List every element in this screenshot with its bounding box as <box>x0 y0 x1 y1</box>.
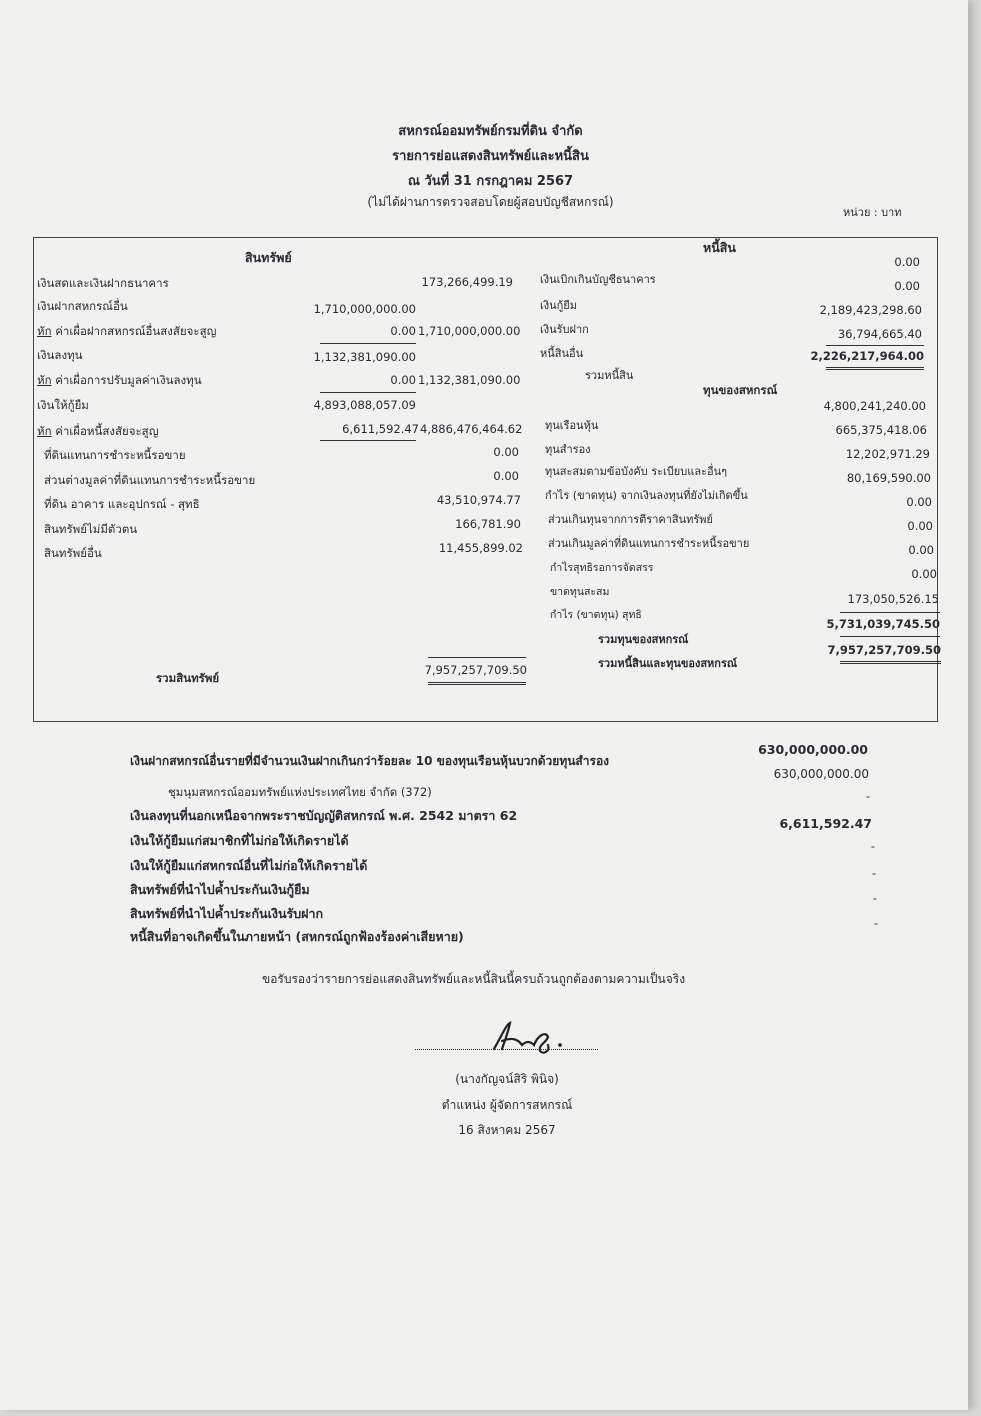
org-name: สหกรณ์ออมทรัพย์กรมที่ดิน จำกัด <box>398 124 583 139</box>
less-word: หัก <box>37 324 52 338</box>
overdraft-value: 0.00 <box>894 255 920 269</box>
land-debt-value: 0.00 <box>493 445 519 459</box>
loan-label: เงินให้กู้ยืม <box>37 398 89 412</box>
note-collateral-deposit-value: - <box>872 891 877 905</box>
net-profit-value: 173,050,526.15 <box>847 592 939 606</box>
accum-loss-label: ขาดทุนสะสม <box>550 586 610 598</box>
total-liabilities-value: 2,226,217,964.00 <box>810 349 924 363</box>
coop-deposit-label: เงินฝากสหกรณ์อื่น <box>37 299 128 313</box>
total-equity-label: รวมทุนของสหกรณ์ <box>598 633 689 646</box>
land-diff-label: ส่วนต่างมูลค่าที่ดินแทนการชำระหนี้รอขาย <box>44 473 256 487</box>
liabilities-heading: หนี้สิน <box>703 240 736 255</box>
subtotal-rule <box>840 636 940 637</box>
deposit-label: เงินรับฝาก <box>540 323 589 336</box>
unallocated-profit-value: 0.00 <box>908 543 934 557</box>
ppe-value: 43,510,974.77 <box>436 493 521 507</box>
note-coop-npl-value: - <box>870 839 875 853</box>
coop-deposit-net: 1,710,000,000.00 <box>418 324 521 338</box>
overdraft-label: เงินเบิกเกินบัญชีธนาคาร <box>540 273 656 286</box>
note-large-deposit-label: เงินฝากสหกรณ์อื่นรายที่มีจำนวนเงินฝากเกินกว่าร้อยละ 10 ของทุนเรือนหุ้นบวกด้วยทุนสำรอง <box>130 754 610 768</box>
intangible-value: 166,781.90 <box>455 517 521 531</box>
coop-deposit-allowance-row <box>37 323 216 341</box>
subtotal-rule <box>840 612 940 613</box>
share-capital-label: ทุนเรือนหุ้น <box>545 419 599 432</box>
other-liabilities-value: 36,794,665.40 <box>837 327 922 341</box>
intangible-label: สินทรัพย์ไม่มีตัวตน <box>44 522 138 536</box>
subtotal-rule <box>826 345 924 346</box>
net-profit-label: กำไร (ขาดทุน) สุทธิ <box>550 609 642 621</box>
share-capital-value: 4,800,241,240.00 <box>823 399 926 413</box>
other-liabilities-label: หนี้สินอื่น <box>540 347 584 360</box>
subtotal-rule <box>320 392 416 393</box>
loan-allowance-row <box>37 423 159 441</box>
audit-note: (ไม่ได้ผ่านการตรวจสอบโดยผู้สอบบัญชีสหกรณ์) <box>367 195 614 209</box>
subtotal-rule <box>320 343 416 344</box>
grand-total-value: 7,957,257,709.50 <box>827 643 941 657</box>
report-date: ณ วันที่ 31 กรกฎาคม 2567 <box>407 174 574 189</box>
signature-date: 16 สิงหาคม 2567 <box>458 1123 556 1137</box>
note-member-npl-value: 6,611,592.47 <box>779 816 872 831</box>
accum-fund-label: ทุนสะสมตามข้อบังคับ ระเบียบและอื่นๆ <box>545 465 728 478</box>
other-assets-value: 11,455,899.02 <box>438 541 523 555</box>
loan-gross: 4,893,088,057.09 <box>313 398 416 412</box>
coop-deposit-allowance: 0.00 <box>390 324 416 338</box>
unit-label: หน่วย : บาท <box>843 206 902 219</box>
land-debt-label: ที่ดินแทนการชำระหนี้รอขาย <box>44 448 186 462</box>
investment-net: 1,132,381,090.00 <box>418 373 521 387</box>
signature-line <box>415 1049 598 1050</box>
reserve-label: ทุนสำรอง <box>545 443 591 456</box>
loan-allowance-label: ค่าเผื่อหนี้สงสัยจะสูญ <box>55 424 159 438</box>
accum-loss-value: 0.00 <box>911 567 937 581</box>
note-federation-label: ชุมนุมสหกรณ์ออมทรัพย์แห่งประเทศไทย จำกัด (372) <box>168 785 432 799</box>
coop-deposit-allowance-label: ค่าเผื่อฝากสหกรณ์อื่นสงสัยจะสูญ <box>55 324 217 338</box>
other-assets-label: สินทรัพย์อื่น <box>44 546 102 560</box>
investment-allowance-row <box>37 372 202 390</box>
appraisal-surplus-label: ส่วนเกินทุนจากการตีราคาสินทรัพย์ <box>548 513 713 526</box>
total-double-rule <box>840 661 941 664</box>
signatory-name: (นางกัญจน์สิริ พินิจ) <box>455 1072 559 1086</box>
note-federation-value: 630,000,000.00 <box>773 767 869 781</box>
loan-allowance: 6,611,592.47 <box>342 422 419 436</box>
reserve-value: 665,375,418.06 <box>835 423 927 437</box>
land-diff-value: 0.00 <box>493 469 519 483</box>
unallocated-profit-label: กำไรสุทธิรอการจัดสรร <box>550 562 654 574</box>
accum-fund-value: 12,202,971.29 <box>845 447 930 461</box>
less-word: หัก <box>37 373 52 387</box>
total-rule <box>428 657 526 658</box>
total-assets-value: 7,957,257,709.50 <box>424 663 527 677</box>
note-large-deposit-value: 630,000,000.00 <box>758 742 868 757</box>
total-liabilities-label: รวมหนี้สิน <box>585 369 634 382</box>
cash-value: 173,266,499.19 <box>421 275 513 289</box>
borrowing-value: 0.00 <box>894 279 920 293</box>
certification-text: ขอรับรองว่ารายการย่อแสดงสินทรัพย์และหนี้สินนี้ครบถ้วนถูกต้องตามความเป็นจริง <box>262 972 686 986</box>
total-assets-label: รวมสินทรัพย์ <box>156 671 220 685</box>
unrealized-gain-value: 80,169,590.00 <box>846 471 931 485</box>
unrealized-gain-label: กำไร (ขาดทุน) จากเงินลงทุนที่ยังไม่เกิดขึ้น <box>545 489 748 502</box>
note-collateral-loan-label: สินทรัพย์ที่นำไปค้ำประกันเงินกู้ยืม <box>130 882 310 897</box>
less-word: หัก <box>37 424 52 438</box>
coop-deposit-gross: 1,710,000,000.00 <box>313 302 416 316</box>
investment-allowance: 0.00 <box>390 373 416 387</box>
loan-net: 4,886,476,464.62 <box>420 422 523 436</box>
land-surplus-label: ส่วนเกินมูลค่าที่ดินแทนการชำระหนี้รอขาย <box>548 537 750 550</box>
note-investment-value: - <box>865 789 870 803</box>
total-equity-value: 5,731,039,745.50 <box>826 617 940 631</box>
grand-total-label: รวมหนี้สินและทุนของสหกรณ์ <box>598 657 738 670</box>
signatory-position: ตำแหน่ง ผู้จัดการสหกรณ์ <box>441 1098 573 1112</box>
total-double-rule <box>428 682 526 685</box>
investment-gross: 1,132,381,090.00 <box>313 350 416 364</box>
note-member-npl-label: เงินให้กู้ยืมแก่สมาชิกที่ไม่ก่อให้เกิดรายได้ <box>130 833 349 848</box>
total-double-rule <box>826 367 924 370</box>
borrowing-label: เงินกู้ยืม <box>540 299 578 312</box>
note-investment-label: เงินลงทุนที่นอกเหนือจากพระราชบัญญัติสหกรณ์ พ.ศ. 2542 มาตรา 62 <box>130 808 518 823</box>
investment-label: เงินลงทุน <box>37 348 83 362</box>
note-collateral-loan-value: - <box>871 866 876 880</box>
equity-heading: ทุนของสหกรณ์ <box>703 383 778 397</box>
note-contingent-value: - <box>873 916 878 930</box>
report-title: รายการย่อแสดงสินทรัพย์และหนี้สิน <box>392 149 589 164</box>
deposit-value: 2,189,423,298.60 <box>819 303 922 317</box>
cash-label: เงินสดและเงินฝากธนาคาร <box>37 276 169 290</box>
investment-allowance-label: ค่าเผื่อการปรับมูลค่าเงินลงทุน <box>55 373 202 387</box>
note-coop-npl-label: เงินให้กู้ยืมแก่สหกรณ์อื่นที่ไม่ก่อให้เกิดรายได้ <box>130 858 368 873</box>
land-surplus-value: 0.00 <box>907 519 933 533</box>
appraisal-surplus-value: 0.00 <box>906 495 932 509</box>
assets-heading: สินทรัพย์ <box>245 250 292 265</box>
subtotal-rule <box>320 440 416 441</box>
ppe-label: ที่ดิน อาคาร และอุปกรณ์ - สุทธิ <box>44 497 200 511</box>
note-collateral-deposit-label: สินทรัพย์ที่นำไปค้ำประกันเงินรับฝาก <box>130 906 324 921</box>
note-contingent-label: หนี้สินที่อาจเกิดขึ้นในภายหน้า (สหกรณ์ถูกฟ้องร้องค่าเสียหาย) <box>130 929 464 944</box>
